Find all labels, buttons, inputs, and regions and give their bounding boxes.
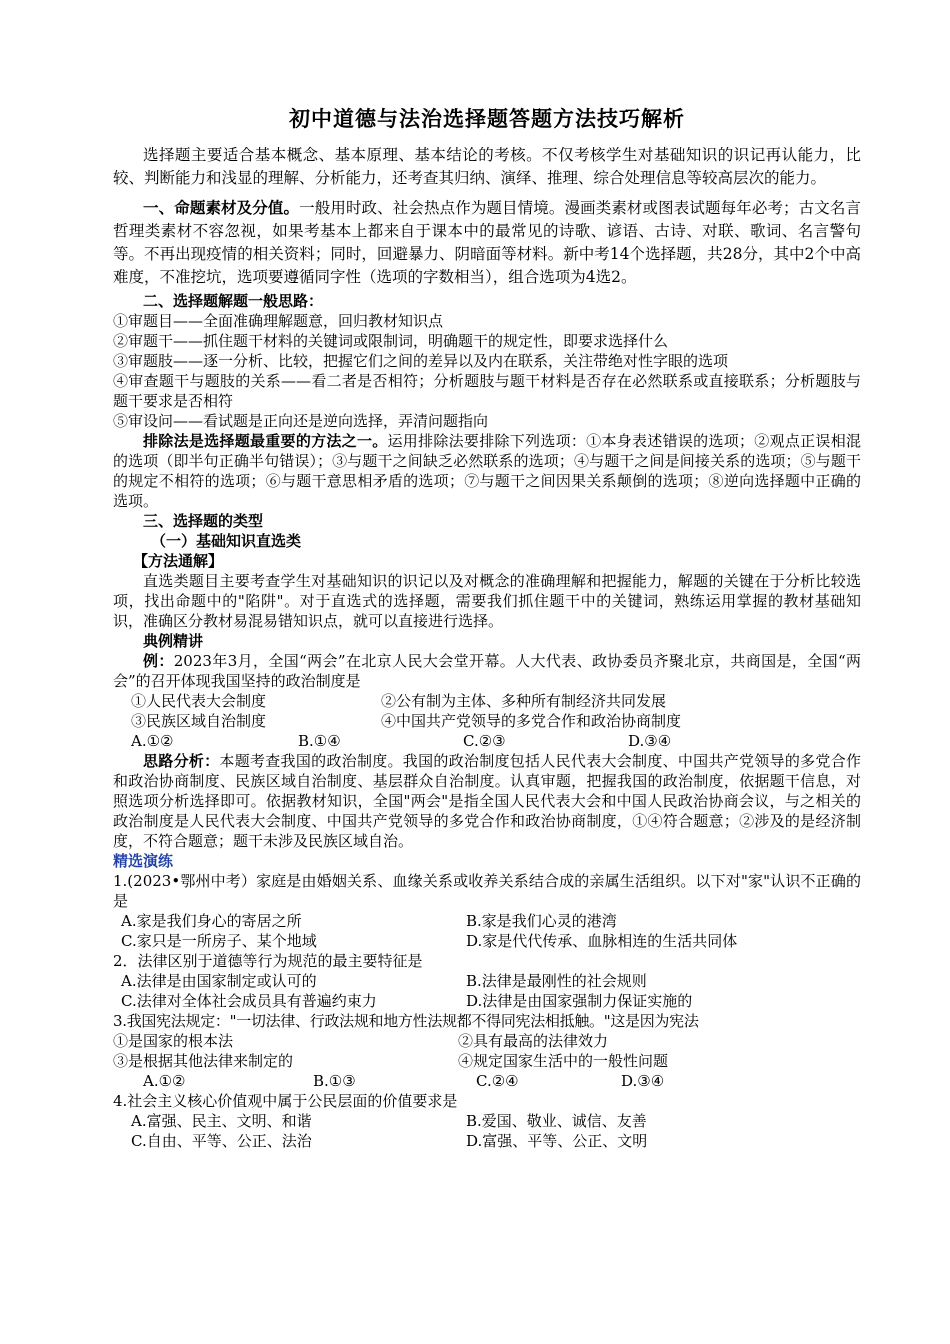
example-options — [113, 731, 861, 751]
q3-item: ④规定国家生活中的一般性问题 — [458, 1052, 669, 1070]
q4-option-a: A.富强、民主、文明、和谐 — [131, 1112, 312, 1130]
q4-stem: 4.社会主义核心价值观中属于公民层面的价值要求是 — [113, 1092, 458, 1110]
section-3-sub: （一）基础知识直选类 — [151, 532, 302, 550]
step-4: ④审查题干与题肢的关系——看二者是否相符；分析题肢与题干材料是否存在必然联系或直接联系；分析题肢与题干要求是否相符 — [113, 372, 861, 410]
example-option: A.①② — [131, 732, 174, 750]
example-items-row-1 — [113, 691, 861, 711]
step-3: ③审题肢——逐一分析、比较，把握它们之间的差异以及内在联系，关注带绝对性字眼的选项 — [113, 352, 729, 370]
practice-title: 精选演练 — [113, 852, 174, 870]
method-title: 【方法通解】 — [133, 552, 224, 570]
example-item: ①人民代表大会制度 — [131, 692, 267, 710]
q4-option-b: B.爱国、敬业、诚信、友善 — [466, 1112, 647, 1130]
q1-options-row-1 — [113, 911, 861, 931]
example-item: ③民族区域自治制度 — [131, 712, 267, 730]
method-body: 直选类题目主要考查学生对基础知识的识记以及对概念的准确理解和把握能力，解题的关键在于分析比较选项，找出命题中的"陷阱"。对于直选式的选择题，需要我们抓住题干中的关键词，熟练运用掌握的教材基础知识，准确区分教材易混易错知识点，就可以直接进行选择。 — [113, 572, 861, 630]
q1-option-c: C.家只是一所房子、某个地域 — [121, 932, 317, 950]
elimination-bold: 排除法是选择题最重要的方法之一。 — [143, 432, 388, 450]
q4-options-row-1 — [113, 1111, 861, 1131]
document-title: 初中道德与法治选择题答题方法技巧解析 — [289, 106, 685, 131]
q4-option-d: D.富强、平等、公正、文明 — [466, 1132, 648, 1150]
section-2-heading: 二、选择题解题一般思路： — [143, 292, 324, 310]
q2-option-b: B.法律是最刚性的社会规则 — [466, 972, 647, 990]
step-1: ①审题目——全面准确理解题意，回归教材知识点 — [113, 312, 444, 330]
step-2: ②审题干——抓住题干材料的关键词或限制词，明确题干的规定性，即要求选择什么 — [113, 332, 669, 350]
q4-option-c: C.自由、平等、公正、法治 — [131, 1132, 312, 1150]
example-item: ④中国共产党领导的多党合作和政治协商制度 — [381, 712, 682, 730]
q3-stem: 3.我国宪法规定："一切法律、行政法规和地方性法规都不得同宪法相抵触。"这是因为宪法 — [113, 1012, 699, 1030]
q3-option-a: A.①② — [143, 1072, 186, 1090]
step-5: ⑤审设问——看试题是正向还是逆向选择，弄清问题指向 — [113, 412, 489, 430]
q3-items-row-1 — [113, 1031, 861, 1051]
example-title: 典例精讲 — [143, 632, 204, 650]
example-stem-text: 2023年3月，全国“两会”在北京人民大会堂开幕。人大代表、政协委员齐聚北京，共商国是，全国“两会”的召开体现我国坚持的政治制度是 — [113, 652, 861, 690]
q1-option-a: A.家是我们身心的寄居之所 — [121, 912, 302, 930]
section-1-body: 一般用时政、社会热点作为题目情境。漫画类素材或图表试题每年必考；古文名言哲理类素材不容忽视，如果考基本上都来自于课本中的最常见的诗歌、谚语、古诗、对联、歌词、名言警句等。不再出现疫情的相关资料；同时，回避暴力、阴暗面等材料。新中考14个选择题，共28分，其中2个中高难度，不准挖坑，选项要遵循同字性（选项的字数相当），组合选项为4选2。 — [113, 199, 861, 286]
q2-option-a: A.法律是由国家制定或认可的 — [121, 972, 317, 990]
q1-option-d: D.家是代代传承、血脉相连的生活共同体 — [466, 932, 738, 950]
analysis-body: 本题考查我国的政治制度。我国的政治制度包括人民代表大会制度、中国共产党领导的多党合作和政治协商制度、民族区域自治制度、基层群众自治制度。认真审题，把握我国的政治制度，依据题干信息，对照选项分析选择即可。依据教材知识，全国"两会"是指全国人民代表大会和中国人民政治协商会议，与之相关的政治制度是人民代表大会制度、中国共产党领导的多党合作和政治协商制度，①④符合题意；②涉及的是经济制度，不符合题意；题干未涉及民族区域自治。 — [113, 752, 861, 850]
q2-option-d: D.法律是由国家强制力保证实施的 — [466, 992, 693, 1010]
q3-item: ②具有最高的法律效力 — [458, 1032, 609, 1050]
example-option: D.③④ — [628, 732, 672, 750]
q3-option-b: B.①③ — [313, 1072, 356, 1090]
intro-paragraph: 选择题主要适合基本概念、基本原理、基本结论的考核。不仅考核学生对基础知识的识记再认能力，比较、判断能力和浅显的理解、分析能力，还考查其归纳、演绎、推理、综合处理信息等较高层次的能力。 — [113, 146, 861, 187]
q3-items-row-2 — [113, 1051, 861, 1071]
elimination-body: 运用排除法要排除下列选项：①本身表述错误的选项；②观点正误相混的选项（即半句正确半句错误）；③与题干之间缺乏必然联系的选项；④与题干之间是间接关系的选项；⑤与题干的规定不相符的选项；⑥与题干意思相矛盾的选项；⑦与题干之间因果关系颠倒的选项；⑧逆向选择题中正确的选项。 — [113, 432, 861, 510]
q1-stem: 1.(2023•鄂州中考）家庭是由婚姻关系、血缘关系或收养关系结合成的亲属生活组织。以下对"家"认识不正确的是 — [113, 872, 861, 910]
analysis-label: 思路分析： — [143, 752, 220, 770]
q3-options — [113, 1071, 861, 1091]
q2-options-row-1 — [113, 971, 861, 991]
example-option: C.②③ — [463, 732, 506, 750]
example-stem — [113, 651, 861, 691]
example-items-row-2 — [113, 711, 861, 731]
q2-option-c: C.法律对全体社会成员具有普遍约束力 — [121, 992, 377, 1010]
elimination-paragraph — [113, 431, 861, 511]
example-label: 例： — [143, 652, 174, 670]
q3-option-c: C.②④ — [476, 1072, 519, 1090]
q2-stem: 2．法律区别于道德等行为规范的最主要特征是 — [113, 952, 423, 970]
q1-option-b: B.家是我们心灵的港湾 — [466, 912, 617, 930]
analysis-paragraph — [113, 751, 861, 851]
section-3-heading: 三、选择题的类型 — [143, 512, 264, 530]
q3-item: ①是国家的根本法 — [113, 1032, 234, 1050]
q2-options-row-2 — [113, 991, 861, 1011]
q4-options-row-2 — [113, 1131, 861, 1151]
q3-item: ③是根据其他法律来制定的 — [113, 1052, 294, 1070]
example-item: ②公有制为主体、多种所有制经济共同发展 — [381, 692, 667, 710]
section-1-heading: 一、命题素材及分值。 — [143, 198, 300, 217]
document-page — [113, 104, 861, 1151]
example-option: B.①④ — [298, 732, 341, 750]
q1-options-row-2 — [113, 931, 861, 951]
section-1-paragraph — [113, 196, 861, 289]
q3-option-d: D.③④ — [621, 1072, 665, 1090]
